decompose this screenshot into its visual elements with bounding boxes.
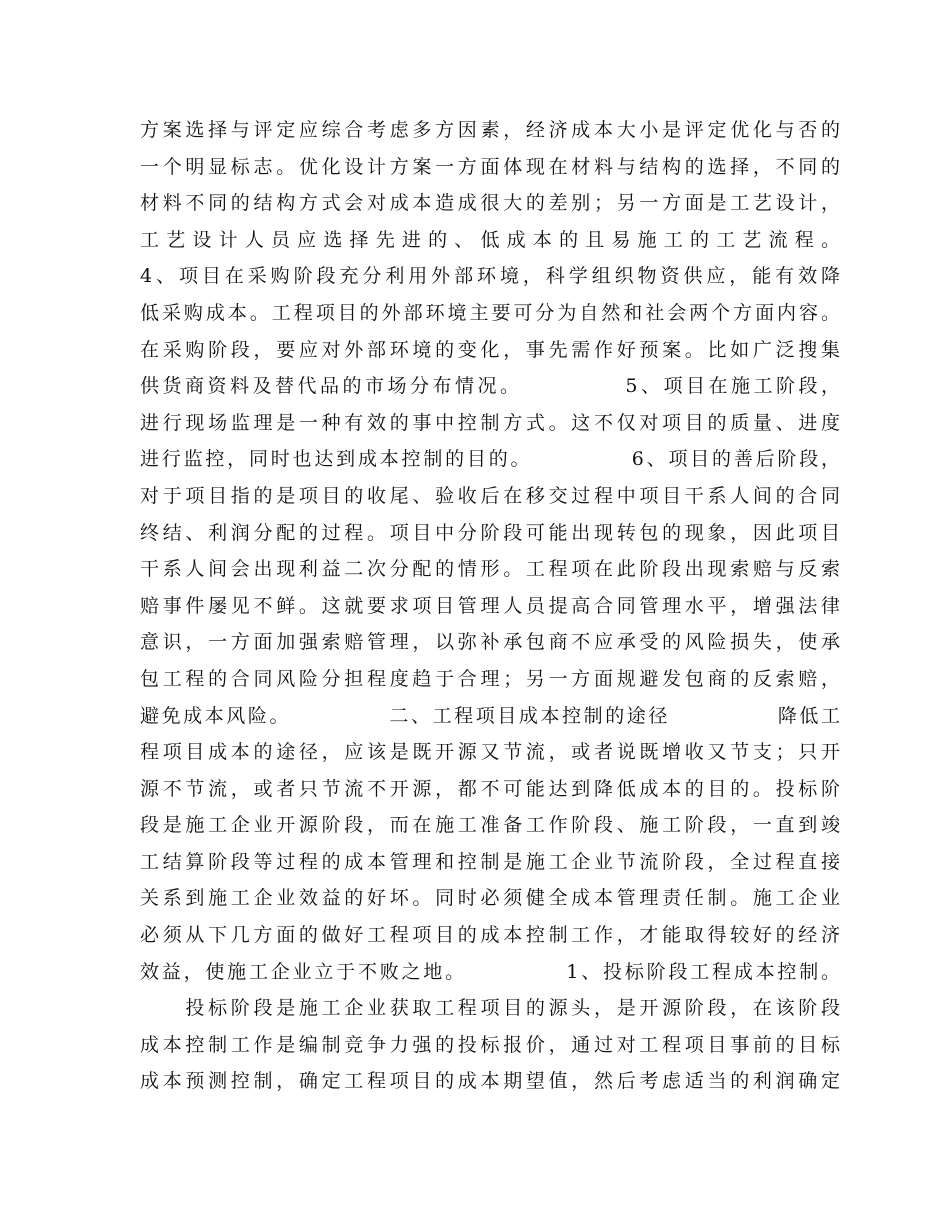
- text-line-15: 意识，一方面加强索赔管理，以弥补承包商不应承受的风险损失，使承: [140, 631, 840, 654]
- text-line-19: 源不节流，或者只节流不开源，都不可能达到降低成本的目的。投标阶: [140, 777, 840, 800]
- text-line-25: 投标阶段是施工企业获取工程项目的源头，是开源阶段，在该阶段: [140, 997, 840, 1020]
- text-line-5: 4、项目在采购阶段充分利用外部环境，科学组织物资供应，能有效降: [140, 265, 840, 288]
- text-line-12: 终结、利润分配的过程。项目中分阶段可能出现转包的现象，因此项目: [140, 521, 840, 544]
- text-line-16: 包工程的合同风险分担程度趋于合理；另一方面规避发包商的反索赔，: [140, 667, 840, 690]
- text-line-14: 赔事件屡见不鲜。这就要求项目管理人员提高合同管理水平，增强法律: [140, 594, 840, 617]
- text-line-21: 工结算阶段等过程的成本管理和控制是施工企业节流阶段，全过程直接: [140, 850, 840, 873]
- text-line-22: 关系到施工企业效益的好坏。同时必须健全成本管理责任制。施工企业: [140, 887, 840, 910]
- text-line-27: 成本预测控制，确定工程项目的成本期望值，然后考虑适当的利润确定: [140, 1070, 840, 1093]
- text-line-1: 方案选择与评定应综合考虑多方因素，经济成本大小是评定优化与否的: [140, 119, 840, 141]
- text-line-23: 必须从下几方面的做好工程项目的成本控制工作，才能取得较好的经济: [140, 924, 840, 947]
- text-line-10: 进行监控，同时也达到成本控制的目的。 6、项目的善后阶段，: [140, 448, 840, 471]
- text-line-17: 避免成本风险。 二、工程项目成本控制的途径 降低工: [140, 704, 840, 727]
- text-line-13: 干系人间会出现利益二次分配的情形。工程项在此阶段出现索赔与反索: [140, 558, 840, 581]
- text-line-24: 效益，使施工企业立于不败之地。 1、投标阶段工程成本控制。: [140, 960, 840, 983]
- text-line-4: 工艺设计人员应选择先进的、低成本的且易施工的工艺流程。: [140, 228, 840, 251]
- body-text: [140, 112, 840, 1100]
- text-line-9: 进行现场监理是一种有效的事中控制方式。这不仅对项目的质量、进度: [140, 411, 840, 434]
- text-line-26: 成本控制工作是编制竞争力强的投标报价，通过对工程项目事前的目标: [140, 1033, 840, 1056]
- text-line-7: 在采购阶段，要应对外部环境的变化，事先需作好预案。比如广泛搜集: [140, 338, 840, 361]
- text-line-11: 对于项目指的是项目的收尾、验收后在移交过程中项目干系人间的合同: [140, 484, 840, 507]
- text-line-8: 供货商资料及替代品的市场分布情况。 5、项目在施工阶段，: [140, 375, 840, 398]
- text-line-3: 材料不同的结构方式会对成本造成很大的差别；另一方面是工艺设计，: [140, 192, 840, 215]
- text-line-2: 一个明显标志。优化设计方案一方面体现在材料与结构的选择，不同的: [140, 155, 840, 178]
- text-line-20: 段是施工企业开源阶段，而在施工准备工作阶段、施工阶段，一直到竣: [140, 814, 840, 837]
- text-line-18: 程项目成本的途径，应该是既开源又节流，或者说既增收又节支；只开: [140, 741, 840, 764]
- text-line-6: 低采购成本。工程项目的外部环境主要可分为自然和社会两个方面内容。: [140, 301, 840, 324]
